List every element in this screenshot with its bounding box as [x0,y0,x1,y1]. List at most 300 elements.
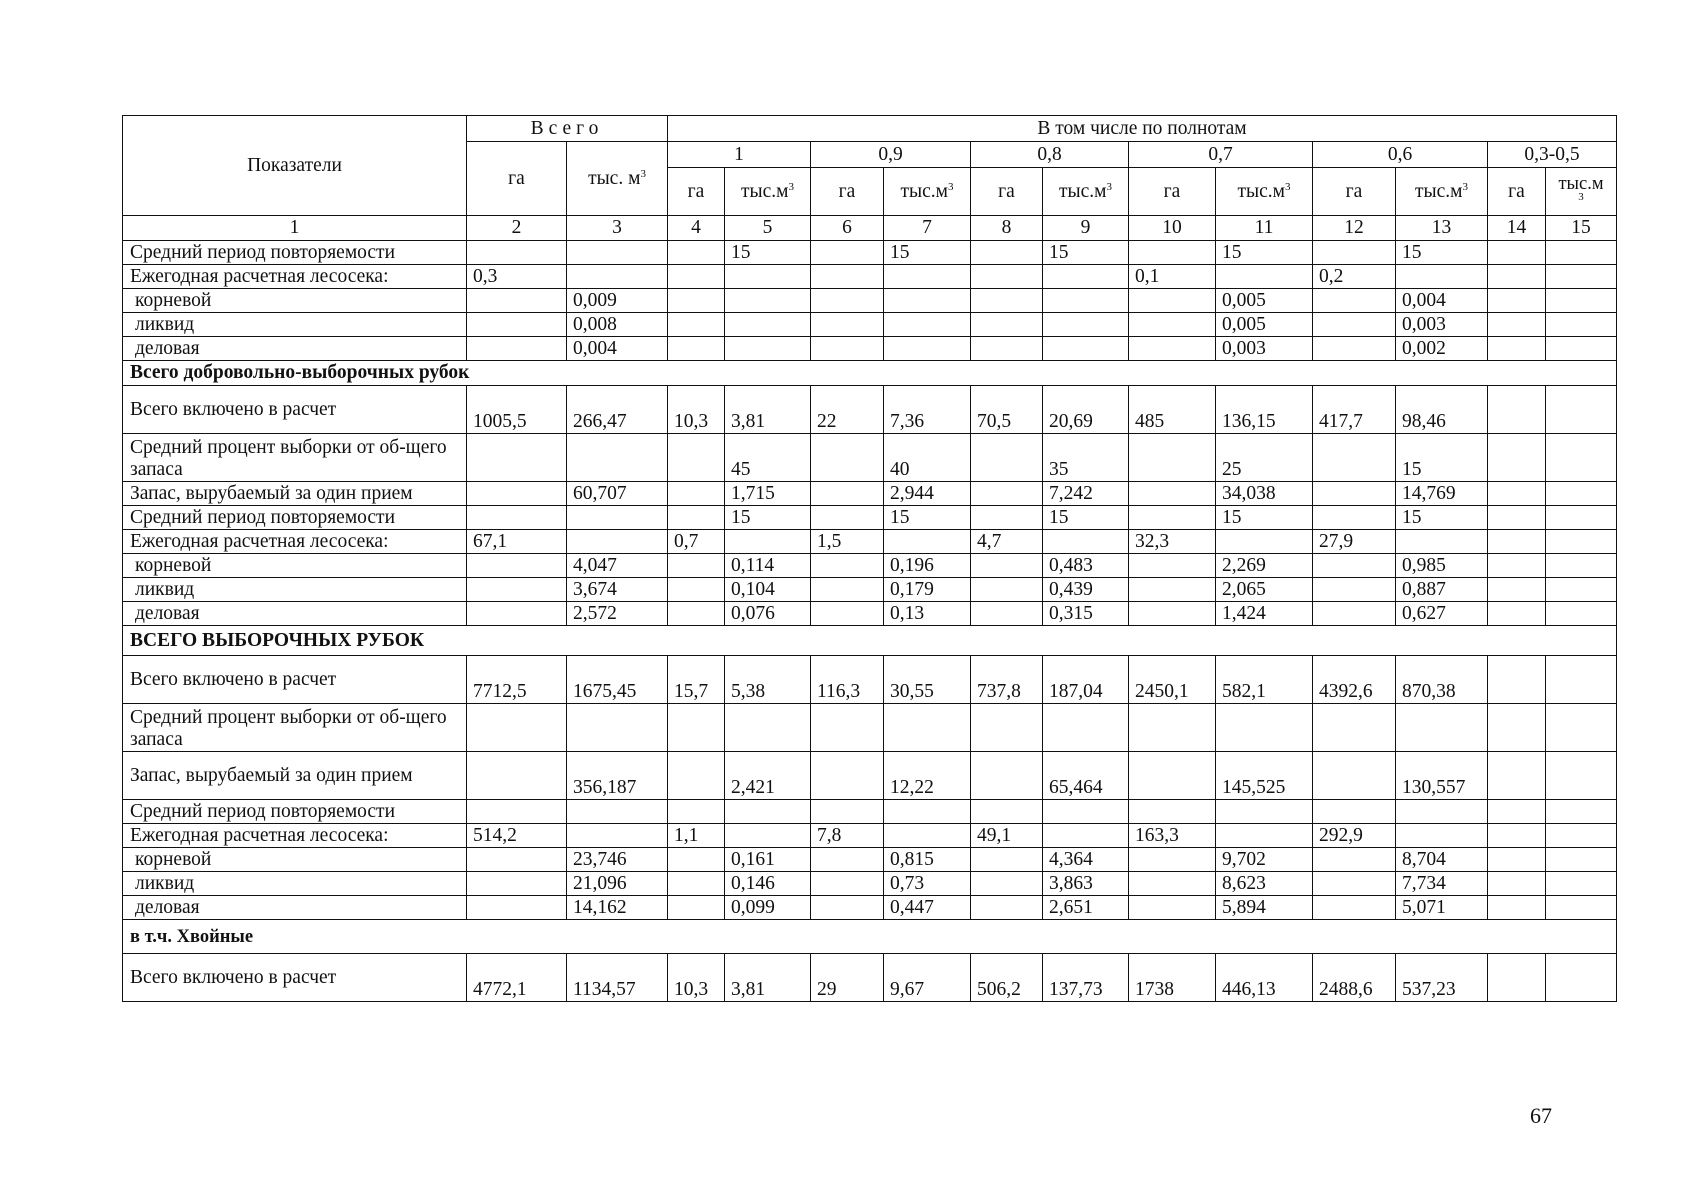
table-cell [1488,506,1546,530]
table-cell [971,578,1043,602]
table-cell [1546,506,1617,530]
table-cell [668,800,725,824]
table-row [123,554,1617,578]
forest-cutting-table [122,115,1617,1002]
row-label: корневой [123,554,467,578]
table-cell: 0,483 [1043,554,1129,578]
table-cell [811,752,884,800]
table-cell [1488,896,1546,920]
table-cell [1216,704,1313,752]
table-cell [725,800,811,824]
table-cell: 1,715 [725,482,811,506]
table-cell: 15 [725,241,811,265]
table-cell [1129,506,1216,530]
table-cell [1488,824,1546,848]
table-cell: 15 [1216,506,1313,530]
table-cell [467,896,567,920]
table-cell [1488,530,1546,554]
unit-thous-m3 [1216,168,1313,216]
table-cell: 0,179 [884,578,971,602]
table-cell: 3,81 [725,386,811,434]
table-cell [1488,241,1546,265]
table-cell [668,896,725,920]
column-number: 8 [971,216,1043,241]
table-cell [1313,872,1396,896]
header-total-text: Всего [530,117,604,139]
table-cell [1129,554,1216,578]
table-cell: 2,572 [567,602,668,626]
table-cell: 15 [1396,434,1488,482]
table-cell: 417,7 [1313,386,1396,434]
table-cell [1488,872,1546,896]
table-cell: 7,8 [811,824,884,848]
table-cell [1488,704,1546,752]
unit-cube: 3 [1285,180,1291,193]
table-cell [811,241,884,265]
table-cell [971,848,1043,872]
unit-cube: 3 [788,180,794,193]
table-cell [1546,704,1617,752]
table-cell [1129,704,1216,752]
table-cell [467,752,567,800]
column-number: 12 [1313,216,1396,241]
table-cell: 0,439 [1043,578,1129,602]
column-number: 11 [1216,216,1313,241]
table-cell [1488,752,1546,800]
unit-text: тыс.м [741,180,789,202]
density-group-0-9: 0,9 [811,142,971,168]
table-row [123,506,1617,530]
table-cell: 3,674 [567,578,668,602]
table-cell [467,313,567,337]
table-cell: 356,187 [567,752,668,800]
row-label: Ежегодная расчетная лесосека: [123,530,467,554]
table-cell [1546,337,1617,361]
table-cell [725,265,811,289]
table-cell: 0,008 [567,313,668,337]
table-cell: 0,887 [1396,578,1488,602]
table-cell: 737,8 [971,656,1043,704]
table-cell: 15 [1396,241,1488,265]
column-number: 1 [123,216,467,241]
unit-thous-m3 [1546,168,1617,216]
table-cell: 34,038 [1216,482,1313,506]
table-cell: 163,3 [1129,824,1216,848]
section-row [123,626,1617,656]
table-cell [811,800,884,824]
table-row [123,848,1617,872]
table-cell: 4772,1 [467,954,567,1002]
table-cell: 15 [884,241,971,265]
row-label: корневой [123,848,467,872]
density-group-0-3-0-5: 0,3-0,5 [1488,142,1617,168]
table-cell [1313,896,1396,920]
table-cell [811,289,884,313]
column-number: 13 [1396,216,1488,241]
table-cell: 22 [811,386,884,434]
table-cell [567,434,668,482]
unit-cube: 3 [1106,180,1112,193]
table-cell: 98,46 [1396,386,1488,434]
table-cell [1313,337,1396,361]
table-cell [1488,954,1546,1002]
table-cell [1546,954,1617,1002]
table-cell: 65,464 [1043,752,1129,800]
table-cell [1546,824,1617,848]
table-cell: 67,1 [467,530,567,554]
table-cell [1488,434,1546,482]
table-cell: 1,424 [1216,602,1313,626]
table-cell: 1,1 [668,824,725,848]
table-cell [1488,578,1546,602]
table-cell: 9,702 [1216,848,1313,872]
table-cell: 49,1 [971,824,1043,848]
table-cell [1129,482,1216,506]
table-cell: 537,23 [1396,954,1488,1002]
table-cell [1488,602,1546,626]
table-cell [467,289,567,313]
unit-ha: га [811,168,884,216]
table-cell [884,824,971,848]
table-cell [1313,313,1396,337]
table-cell [1488,313,1546,337]
table-cell [1488,337,1546,361]
table-cell [1488,554,1546,578]
table-cell [1546,896,1617,920]
table-cell [1546,386,1617,434]
table-cell: 0,2 [1313,265,1396,289]
table-cell [467,434,567,482]
table-cell: 0,7 [668,530,725,554]
table-row [123,289,1617,313]
table-cell: 0,196 [884,554,971,578]
table-cell [811,578,884,602]
section-title: Всего добровольно-выборочных рубок [123,361,1617,386]
table-cell [467,800,567,824]
table-cell [1129,752,1216,800]
column-number: 5 [725,216,811,241]
table-cell [1313,554,1396,578]
table-cell: 15,7 [668,656,725,704]
row-label: Средний период повторяемости [123,506,467,530]
unit-thous-m3 [1396,168,1488,216]
column-number: 10 [1129,216,1216,241]
row-label: Всего включено в расчет [123,386,467,434]
row-label: Средний процент выборки от об-щего запаса [123,434,467,482]
table-cell [467,554,567,578]
table-row [123,241,1617,265]
row-label: Средний период повторяемости [123,241,467,265]
table-cell [567,704,668,752]
table-cell [1488,265,1546,289]
table-cell [1546,872,1617,896]
table-cell [467,241,567,265]
table-cell [1313,752,1396,800]
table-cell: 4,7 [971,530,1043,554]
unit-text: тыс. м [588,167,641,189]
table-cell [1313,602,1396,626]
unit-ha: га [1488,168,1546,216]
table-cell [668,337,725,361]
table-cell [811,896,884,920]
column-number: 15 [1546,216,1617,241]
table-cell [467,704,567,752]
table-cell: 4,364 [1043,848,1129,872]
table-cell [567,265,668,289]
table-cell: 2488,6 [1313,954,1396,1002]
table-cell: 870,38 [1396,656,1488,704]
table-cell [1546,554,1617,578]
table-row [123,704,1617,752]
table-cell: 0,1 [1129,265,1216,289]
table-cell: 0,161 [725,848,811,872]
row-label: Запас, вырубаемый за один прием [123,482,467,506]
table-cell [971,506,1043,530]
table-cell: 2450,1 [1129,656,1216,704]
table-cell: 15 [1043,506,1129,530]
table-cell [1129,872,1216,896]
table-cell [668,289,725,313]
table-cell [668,578,725,602]
table-cell: 1,5 [811,530,884,554]
table-cell: 8,623 [1216,872,1313,896]
table-cell: 14,769 [1396,482,1488,506]
table-cell [1396,265,1488,289]
table-cell [1216,530,1313,554]
table-cell: 0,009 [567,289,668,313]
table-cell: 7,36 [884,386,971,434]
header-total-thous-m3 [567,142,668,216]
table-cell [1546,313,1617,337]
table-cell [567,530,668,554]
table-cell: 5,071 [1396,896,1488,920]
column-number: 14 [1488,216,1546,241]
table-cell: 45 [725,434,811,482]
table-row [123,872,1617,896]
table-cell: 4,047 [567,554,668,578]
table-cell: 485 [1129,386,1216,434]
table-cell: 292,9 [1313,824,1396,848]
table-cell [884,313,971,337]
table-cell [668,704,725,752]
unit-text: тыс.м [1415,180,1463,202]
section-row [123,361,1617,386]
table-cell [1546,656,1617,704]
row-label: деловая [123,337,467,361]
table-cell [1129,602,1216,626]
table-cell [971,800,1043,824]
table-cell: 136,15 [1216,386,1313,434]
table-row [123,386,1617,434]
table-cell [1546,289,1617,313]
unit-ha: га [1313,168,1396,216]
table-cell [971,554,1043,578]
table-cell [725,313,811,337]
table-row [123,824,1617,848]
table-row [123,602,1617,626]
table-cell: 15 [1396,506,1488,530]
table-cell [668,506,725,530]
table-cell: 15 [725,506,811,530]
table-cell: 0,627 [1396,602,1488,626]
table-cell: 5,38 [725,656,811,704]
table-row [123,578,1617,602]
table-row [123,265,1617,289]
row-label: корневой [123,289,467,313]
table-cell [467,848,567,872]
table-cell: 0,002 [1396,337,1488,361]
table-cell [725,704,811,752]
row-label: Запас, вырубаемый за один прием [123,752,467,800]
table-cell [971,704,1043,752]
table-cell: 7,242 [1043,482,1129,506]
table-cell [811,872,884,896]
table-cell [811,554,884,578]
table-cell: 70,5 [971,386,1043,434]
table-cell: 446,13 [1216,954,1313,1002]
table-cell [1043,313,1129,337]
table-cell [725,337,811,361]
table-cell [1396,800,1488,824]
unit-text: тыс.м [900,180,948,202]
table-cell [1313,578,1396,602]
table-cell: 2,651 [1043,896,1129,920]
table-cell [1396,704,1488,752]
table-cell [1216,824,1313,848]
table-cell [725,530,811,554]
table-cell: 25 [1216,434,1313,482]
unit-cube: 3 [1578,191,1584,203]
row-label: Ежегодная расчетная лесосека: [123,265,467,289]
table-cell: 8,704 [1396,848,1488,872]
table-cell [725,289,811,313]
table-cell: 30,55 [884,656,971,704]
table-cell [1488,848,1546,872]
table-cell [1216,800,1313,824]
table-cell [1488,386,1546,434]
unit-thous-m3 [725,168,811,216]
table-cell [811,704,884,752]
table-cell [1313,482,1396,506]
table-cell: 0,13 [884,602,971,626]
table-cell: 0,005 [1216,313,1313,337]
table-cell [1546,265,1617,289]
table-cell: 0,003 [1396,313,1488,337]
density-group-0-6: 0,6 [1313,142,1488,168]
table-cell [884,530,971,554]
table-cell [1129,848,1216,872]
column-number: 6 [811,216,884,241]
table-cell [811,337,884,361]
table-cell: 137,73 [1043,954,1129,1002]
unit-text: тыс.м [1237,180,1285,202]
table-cell: 15 [1043,241,1129,265]
column-number: 7 [884,216,971,241]
table-cell: 0,3 [467,265,567,289]
unit-cube: 3 [948,180,954,193]
table-cell [467,482,567,506]
table-cell: 5,894 [1216,896,1313,920]
table-cell [1546,241,1617,265]
density-group-0-8: 0,8 [971,142,1129,168]
table-cell [1396,824,1488,848]
table-cell: 1134,57 [567,954,668,1002]
table-cell [811,602,884,626]
table-cell [1313,704,1396,752]
table-cell [884,337,971,361]
table-cell: 7712,5 [467,656,567,704]
table-cell [971,482,1043,506]
table-cell: 3,863 [1043,872,1129,896]
table-cell: 0,076 [725,602,811,626]
table-cell: 187,04 [1043,656,1129,704]
table-cell: 0,005 [1216,289,1313,313]
unit-cube: 3 [640,167,646,180]
table-cell [668,482,725,506]
row-label: деловая [123,896,467,920]
section-title: в т.ч. Хвойные [123,920,1617,954]
table-cell: 35 [1043,434,1129,482]
table-cell [1396,530,1488,554]
table-cell: 40 [884,434,971,482]
column-number: 2 [467,216,567,241]
table-cell: 1005,5 [467,386,567,434]
table-cell: 27,9 [1313,530,1396,554]
table-cell: 0,73 [884,872,971,896]
row-label: Всего включено в расчет [123,656,467,704]
table-cell [971,265,1043,289]
table-row [123,896,1617,920]
table-cell [467,872,567,896]
row-label: деловая [123,602,467,626]
table-cell: 15 [1216,241,1313,265]
table-cell [811,313,884,337]
table-cell: 0,985 [1396,554,1488,578]
table-cell: 0,447 [884,896,971,920]
table-cell [1043,704,1129,752]
unit-ha: га [1129,168,1216,216]
table-cell: 0,004 [1396,289,1488,313]
table-cell [668,872,725,896]
table-cell [668,602,725,626]
table-cell: 15 [884,506,971,530]
table-cell [467,602,567,626]
table-cell [467,337,567,361]
table-cell: 2,065 [1216,578,1313,602]
table-cell: 0,104 [725,578,811,602]
table-cell: 0,315 [1043,602,1129,626]
table-cell: 14,162 [567,896,668,920]
section-title: ВСЕГО ВЫБОРОЧНЫХ РУБОК [123,626,1617,656]
table-cell [668,848,725,872]
column-number: 9 [1043,216,1129,241]
table-cell [1546,578,1617,602]
table-cell: 0,146 [725,872,811,896]
table-cell [1488,289,1546,313]
table-cell [884,289,971,313]
table-cell [668,434,725,482]
row-label: ликвид [123,578,467,602]
table-cell [668,265,725,289]
table-row [123,954,1617,1002]
table-cell [1313,506,1396,530]
table-cell: 2,421 [725,752,811,800]
row-label: ликвид [123,872,467,896]
header-total [467,116,668,142]
table-cell [1546,848,1617,872]
table-cell: 506,2 [971,954,1043,1002]
table-cell [971,434,1043,482]
